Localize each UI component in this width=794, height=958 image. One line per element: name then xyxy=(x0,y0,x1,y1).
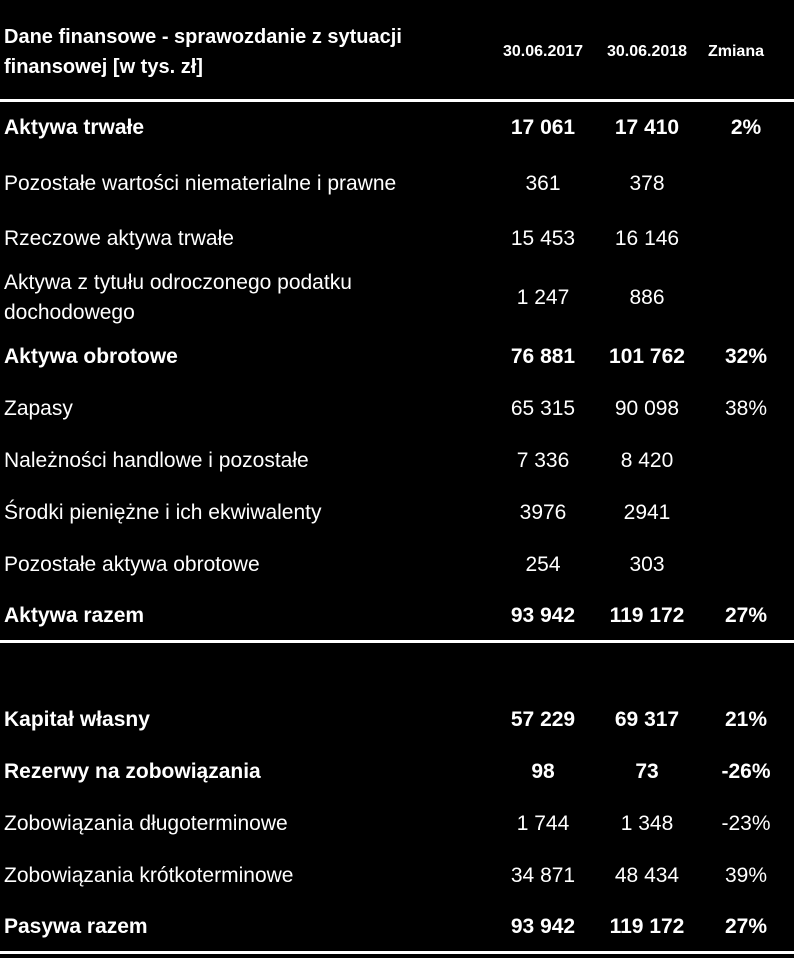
row-label: Aktywa razem xyxy=(4,604,145,627)
header-divider xyxy=(0,99,794,102)
row-label: Pasywa razem xyxy=(4,915,148,938)
value-2017: 34 871 xyxy=(510,864,576,887)
value-2017: 254 xyxy=(525,553,561,576)
row-label: Zapasy xyxy=(4,397,73,420)
row-zobowiazania-dlugoterminowe xyxy=(0,799,794,849)
row-label: Aktywa obrotowe xyxy=(4,345,178,368)
value-2018: 69 317 xyxy=(614,708,680,731)
row-label: Pozostałe wartości niematerialne i prawne xyxy=(4,172,397,195)
value-2017: 93 942 xyxy=(510,604,576,627)
value-change: 27% xyxy=(724,915,768,938)
value-2017: 7 336 xyxy=(516,449,570,472)
value-change xyxy=(700,158,792,210)
header-col-2017: 30.06.2017 xyxy=(502,43,584,60)
value-change xyxy=(700,436,792,486)
row-label: Należności handlowe i pozostałe xyxy=(4,449,309,472)
value-2017: 17 061 xyxy=(510,116,576,139)
value-2018: 16 146 xyxy=(614,227,680,250)
value-2017: 57 229 xyxy=(510,708,576,731)
row-rezerwy xyxy=(0,747,794,797)
value-change: -26% xyxy=(721,760,771,783)
value-change xyxy=(700,540,792,590)
row-label: Rzeczowe aktywa trwałe xyxy=(4,227,234,250)
row-naleznosci xyxy=(0,436,794,486)
value-change: -23% xyxy=(721,812,771,835)
value-2018: 17 410 xyxy=(614,116,680,139)
value-2018: 303 xyxy=(629,553,665,576)
value-2018: 119 172 xyxy=(609,604,685,627)
row-rzeczowe-aktywa xyxy=(0,213,794,265)
row-wartosci-niematerialne xyxy=(0,158,794,210)
value-2017: 93 942 xyxy=(510,915,576,938)
row-pasywa-razem xyxy=(0,903,794,951)
row-srodki-pieniezne xyxy=(0,488,794,538)
value-2017: 361 xyxy=(525,172,561,195)
value-change: 38% xyxy=(724,397,768,420)
row-label: Zobowiązania długoterminowe xyxy=(4,812,288,835)
value-2018: 8 420 xyxy=(620,449,674,472)
value-2018: 119 172 xyxy=(609,915,685,938)
value-2017: 3976 xyxy=(519,501,567,524)
value-change: 32% xyxy=(724,345,768,368)
value-2017: 1 247 xyxy=(516,286,570,309)
row-aktywa-podatek xyxy=(0,266,794,330)
row-label: Kapitał własny xyxy=(4,708,150,731)
row-zapasy xyxy=(0,384,794,434)
row-label: Aktywa trwałe xyxy=(4,116,145,139)
value-2017: 76 881 xyxy=(510,345,576,368)
value-change xyxy=(700,266,792,330)
value-change xyxy=(700,213,792,265)
row-aktywa-razem xyxy=(0,592,794,640)
value-2018: 90 098 xyxy=(614,397,680,420)
row-label: Rezerwy na zobowiązania xyxy=(4,760,261,783)
header-title: Dane finansowe - sprawozdanie z sytuacji finansowej [w tys. zł] xyxy=(4,26,402,78)
value-2018: 73 xyxy=(635,760,659,783)
value-2017: 65 315 xyxy=(510,397,576,420)
value-2018: 101 762 xyxy=(609,345,685,368)
row-aktywa-trwale xyxy=(0,103,794,153)
value-2017: 15 453 xyxy=(510,227,576,250)
value-2018: 1 348 xyxy=(620,812,674,835)
row-label: Środki pieniężne i ich ekwiwalenty xyxy=(4,501,322,524)
value-2017: 98 xyxy=(531,760,555,783)
value-change: 27% xyxy=(724,604,768,627)
row-kapital-wlasny xyxy=(0,695,794,745)
row-pozostale-obrotowe xyxy=(0,540,794,590)
value-2018: 886 xyxy=(629,286,665,309)
value-2018: 378 xyxy=(629,172,665,195)
value-2018: 2941 xyxy=(623,501,671,524)
row-label: Aktywa z tytułu odroczonego podatku dochodowego xyxy=(4,271,352,324)
value-2017: 1 744 xyxy=(516,812,570,835)
table-header xyxy=(0,0,794,100)
value-change: 39% xyxy=(724,864,768,887)
value-change xyxy=(700,488,792,538)
value-2018: 48 434 xyxy=(614,864,680,887)
value-change: 2% xyxy=(730,116,762,139)
header-col-2018: 30.06.2018 xyxy=(606,43,688,60)
row-zobowiazania-krotkoterminowe xyxy=(0,851,794,901)
row-label: Zobowiązania krótkoterminowe xyxy=(4,864,294,887)
value-change: 21% xyxy=(724,708,768,731)
row-label: Pozostałe aktywa obrotowe xyxy=(4,553,260,576)
header-col-change: Zmiana xyxy=(707,43,764,60)
assets-total-divider xyxy=(0,640,794,643)
row-aktywa-obrotowe xyxy=(0,332,794,382)
liabilities-total-divider xyxy=(0,951,794,954)
